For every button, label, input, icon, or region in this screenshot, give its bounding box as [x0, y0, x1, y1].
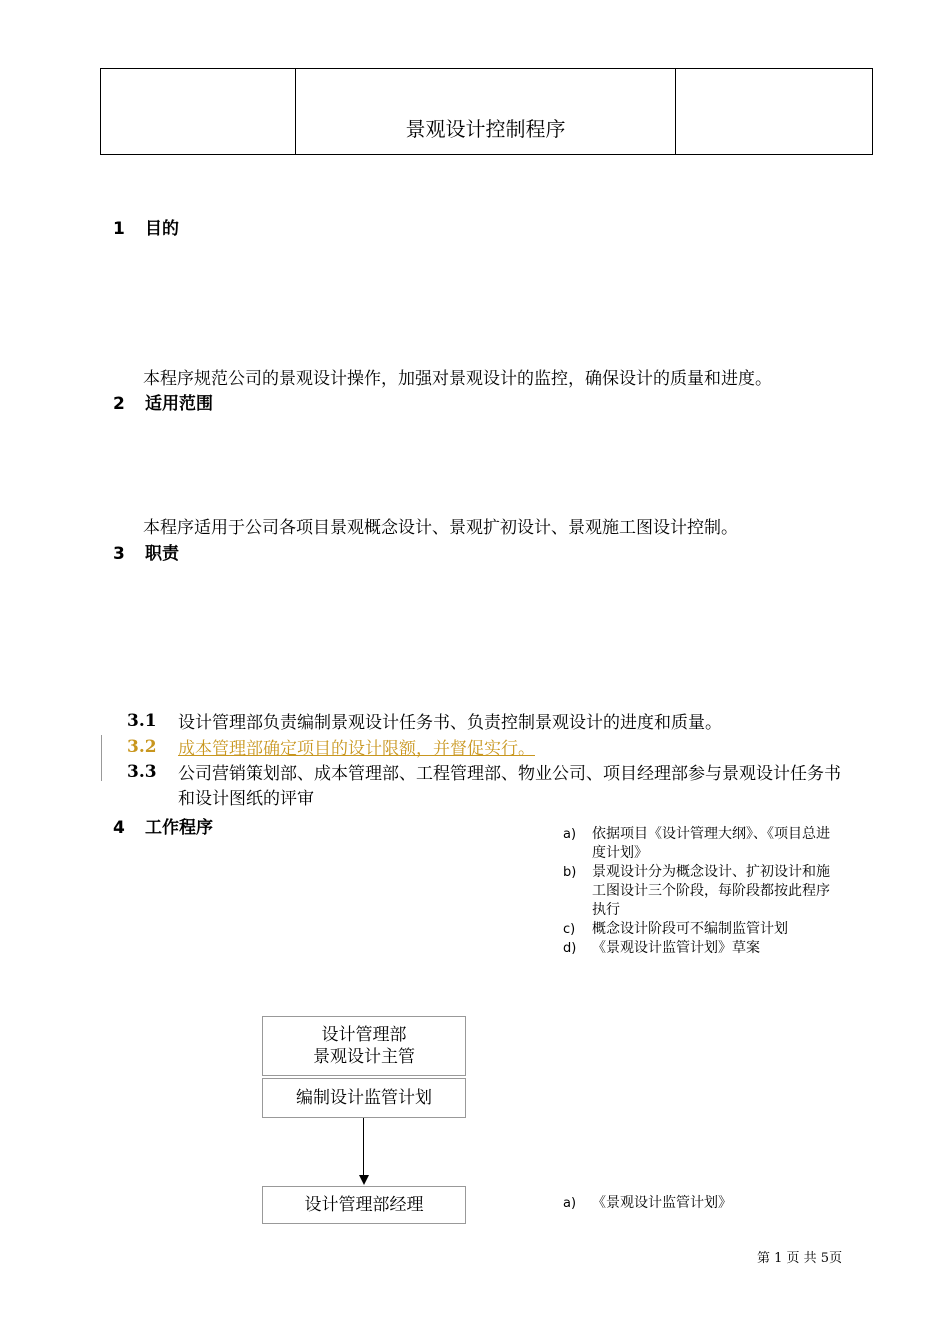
section-1-heading: 1 目的 [113, 219, 179, 239]
header-table [100, 68, 873, 155]
flow-arrow-line [363, 1118, 364, 1176]
side-notes-1 [563, 825, 842, 958]
section-2-body: 本程序适用于公司各项目景观概念设计、景观扩初设计、景观施工图设计控制。 [143, 518, 738, 538]
section-1-body: 本程序规范公司的景观设计操作，加强对景观设计的监控，确保设计的质量和进度。 [143, 369, 772, 389]
section-3-heading: 3 职责 [113, 544, 179, 564]
flow-box-role: 设计管理部 景观设计主管 [262, 1016, 466, 1076]
document-title: 景观设计控制程序 [296, 69, 676, 155]
note-item: b) 景观设计分为概念设计、扩初设计和施工图设计三个阶段，每阶段都按此程序执行 [563, 864, 830, 918]
flow-box-manager: 设计管理部经理 [262, 1186, 466, 1224]
page-footer: 第 1 页 共 5页 [757, 1251, 843, 1266]
change-bar [101, 735, 102, 781]
flow-box-task: 编制设计监管计划 [262, 1078, 466, 1118]
note-item: a) 《景观设计监管计划》 [563, 1195, 732, 1211]
note-item: d) 《景观设计监管计划》草案 [563, 940, 760, 956]
section-2-heading: 2 适用范围 [113, 394, 213, 414]
note-item: a) 依据项目《设计管理大纲》、《项目总进度计划》 [563, 826, 830, 861]
flow-arrow-head [359, 1175, 369, 1185]
section-4-heading: 4 工作程序 [113, 818, 213, 838]
header-left-cell [101, 69, 296, 155]
side-notes-2 [563, 1194, 842, 1213]
note-item: c) 概念设计阶段可不编制监管计划 [563, 921, 788, 937]
header-right-cell [676, 69, 873, 155]
